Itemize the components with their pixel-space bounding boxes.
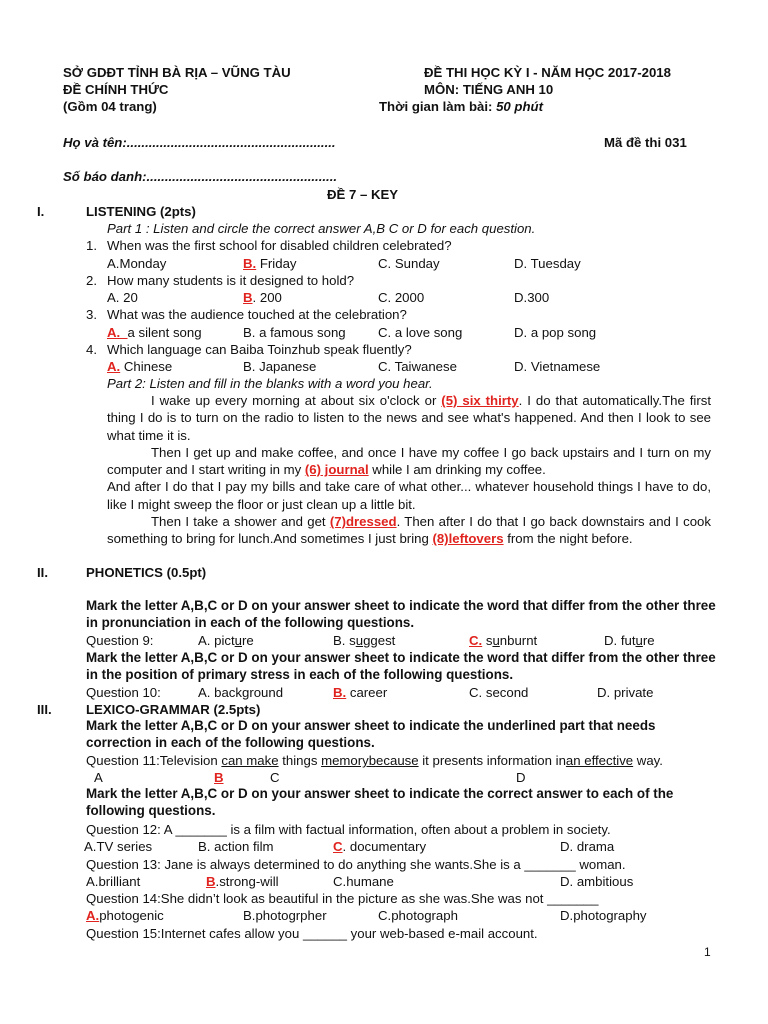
option: B. a famous song	[243, 325, 346, 340]
exam-time: Thời gian làm bài: 50 phút	[379, 99, 543, 114]
instruction: Mark the letter A,B,C or D on your answer sheet to indicate the correct answer to each of the following questions.	[86, 786, 674, 818]
question-number: 1.	[86, 238, 97, 253]
option: D. a pop song	[514, 325, 597, 340]
question-text: When was the first school for disabled children celebrated?	[107, 238, 452, 253]
part1-instruction: Part 1 : Listen and circle the correct answer A,B C or D for each question.	[107, 221, 536, 236]
answer-8: (8)leftovers	[432, 531, 504, 547]
option: B. career	[333, 685, 388, 700]
question-text: How many students is it designed to hold?	[107, 273, 355, 288]
option: A.brilliant	[86, 874, 141, 889]
option: D. ambitious	[560, 874, 634, 889]
option: D. Vietnamese	[514, 359, 601, 374]
question-text: Question 13: Jane is always determined to do anything she wants.She is a _______ woman.	[86, 857, 626, 872]
option: B.photogrpher	[243, 908, 327, 923]
section-title: PHONETICS (0.5pt)	[86, 565, 207, 580]
option: A. a silent song	[107, 325, 202, 340]
header-dept: SỞ GDĐT TỈNH BÀ RỊA – VŨNG TÀU	[63, 65, 291, 80]
header-pages: (Gồm 04 trang)	[63, 99, 157, 114]
option: B. action film	[198, 839, 274, 854]
instruction: Mark the letter A,B,C or D on your answer sheet to indicate the word that differ from the other three in the position of primary stress in each of the following questions.	[86, 650, 716, 682]
option: B. suggest	[333, 633, 396, 648]
instruction: Mark the letter A,B,C or D on your answer sheet to indicate the underlined part that needs correction in each of the following questions.	[86, 718, 656, 750]
option: D. drama	[560, 839, 615, 854]
option: D. future	[604, 633, 655, 648]
option: D.photography	[560, 908, 647, 923]
option: C. documentary	[333, 839, 427, 854]
question-label: Question 10:	[86, 685, 161, 700]
key-title: ĐỀ 7 – KEY	[327, 187, 399, 202]
part2-instruction: Part 2: Listen and fill in the blanks with a word you hear.	[107, 376, 433, 391]
option: D. private	[597, 685, 654, 700]
section-number: II.	[37, 565, 48, 580]
question-text: What was the audience touched at the celebration?	[107, 307, 407, 322]
question-label: Question 9:	[86, 633, 154, 648]
header-official: ĐỀ CHÍNH THỨC	[63, 82, 169, 97]
answer-5: (5) six thirty	[441, 393, 519, 408]
option: B. Friday	[243, 256, 297, 271]
option: C. Taiwanese	[378, 359, 457, 374]
option: A. picture	[198, 633, 254, 648]
answer-6: (6) journal	[304, 462, 369, 478]
option-marker: B	[214, 770, 224, 785]
section-title: LISTENING (2pts)	[86, 204, 196, 219]
question-number: 3.	[86, 307, 97, 322]
option: C. 2000	[378, 290, 425, 305]
option-marker: D	[516, 770, 526, 785]
option: C. sunburnt	[469, 633, 538, 648]
answer-7: (7)dressed	[329, 514, 397, 530]
option: C. a love song	[378, 325, 463, 340]
question-number: 4.	[86, 342, 97, 357]
passage-paragraph: Then I take a shower and get (7)dressed. Then after I do that I go back downstairs and I cook something to bring for lunch.And sometimes I just bring (8)leftovers from the night before.	[107, 514, 711, 547]
question-text: Question 11:Television can make things memorybecause it presents information inan effective way.	[86, 753, 663, 768]
option: A. 20	[107, 290, 138, 305]
option: A. background	[198, 685, 284, 700]
question-text: Question 14:She didn’t look as beautiful in the picture as she was.She was not _______	[86, 891, 599, 906]
section-number: III.	[37, 702, 52, 717]
exam-title: ĐỀ THI HỌC KỲ I - NĂM HỌC 2017-2018	[424, 65, 671, 80]
option: B.strong-will	[206, 874, 279, 889]
listening-passage	[107, 392, 711, 548]
question-text: Question 12: A _______ is a film with factual information, often about a problem in society.	[86, 822, 611, 837]
option: C.photograph	[378, 908, 458, 923]
option: A.TV series	[84, 839, 153, 854]
name-line: Họ và tên:.........................................................	[63, 135, 336, 150]
question-number: 2.	[86, 273, 97, 288]
section-title: LEXICO-GRAMMAR (2.5pts)	[86, 702, 261, 717]
exam-code: Mã đề thi 031	[604, 135, 687, 150]
option: C.humane	[333, 874, 394, 889]
option: C. second	[469, 685, 529, 700]
option: B. Japanese	[243, 359, 317, 374]
option-marker: C	[270, 770, 280, 785]
option: D. Tuesday	[514, 256, 581, 271]
id-line: Số báo danh:....................................................	[63, 169, 338, 184]
passage-paragraph: Then I get up and make coffee, and once I have my coffee I go back upstairs and I turn on my computer and I start writing in my (6) journal while I am drinking my coffee.	[107, 444, 711, 478]
exam-subject: MÔN: TIẾNG ANH 10	[424, 82, 554, 97]
option: D.300	[514, 290, 550, 305]
section-number: I.	[37, 204, 45, 219]
question-text: Question 15:Internet cafes allow you ______ your web-based e-mail account.	[86, 926, 538, 941]
option: A.photogenic	[86, 908, 164, 923]
question-text: Which language can Baiba Toinzhub speak fluently?	[107, 342, 412, 357]
passage-paragraph: And after I do that I pay my bills and take care of what other... whatever household things I have to do, like I might sweep the floor or just clean up a little bit.	[107, 479, 711, 512]
passage-paragraph: I wake up every morning at about six o'clock or (5) six thirty. I do that automatically.The first thing I do is to turn on the radio to listen to the news and see what's happened. And then I look to see what time it is.	[107, 393, 711, 443]
instruction: Mark the letter A,B,C or D on your answer sheet to indicate the word that differ from the other three in pronunciation in each of the following questions.	[86, 598, 716, 630]
page-number: 1	[704, 945, 711, 959]
option: B. 200	[243, 290, 282, 305]
option: C. Sunday	[378, 256, 440, 271]
option-marker: A	[94, 770, 103, 785]
option: A.Monday	[107, 256, 167, 271]
option: A. Chinese	[107, 359, 173, 374]
